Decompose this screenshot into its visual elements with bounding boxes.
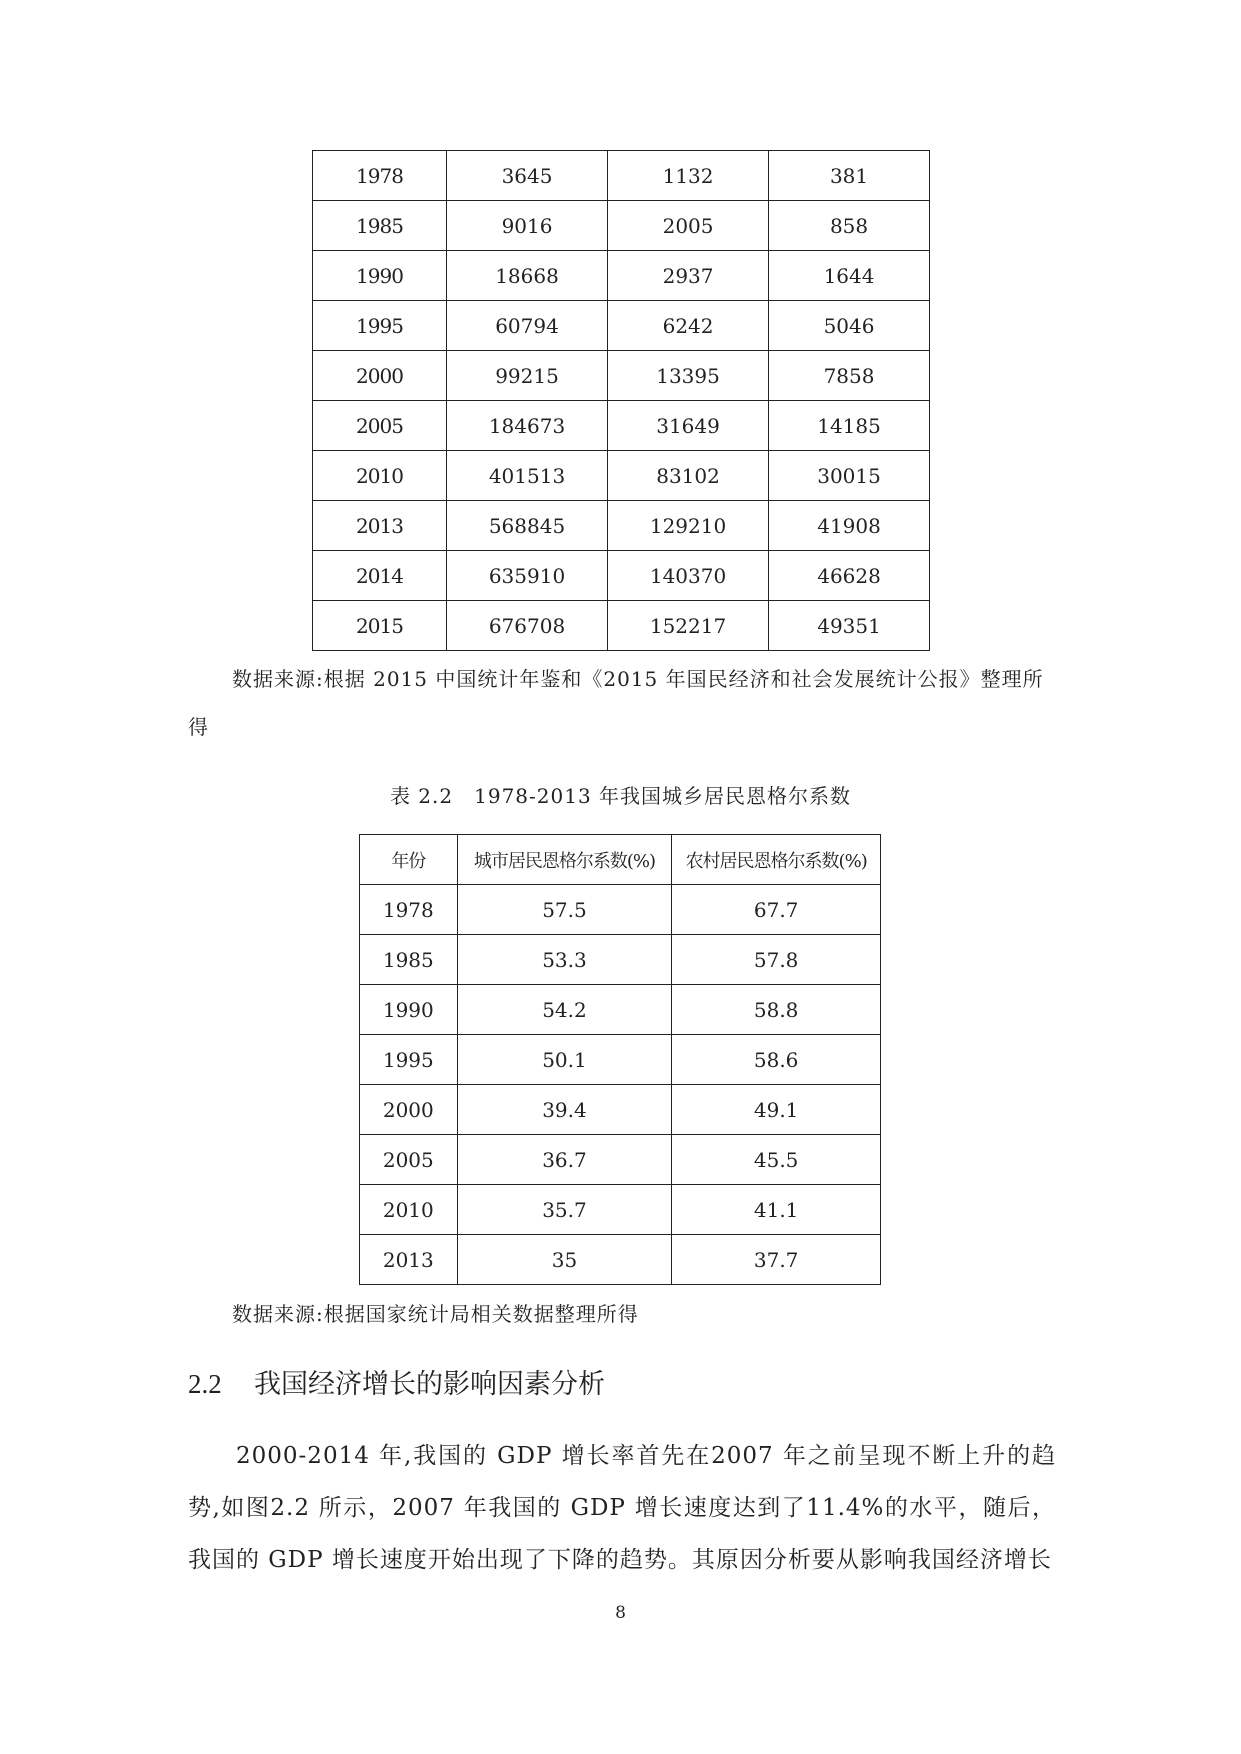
table-row xyxy=(360,985,881,1035)
engel-coefficient-table xyxy=(359,834,881,1285)
table-cell: 1995 xyxy=(313,301,447,351)
table-cell: 45.5 xyxy=(672,1135,881,1185)
table-cell: 1978 xyxy=(360,885,458,935)
table-cell: 140370 xyxy=(608,551,769,601)
table-cell: 129210 xyxy=(608,501,769,551)
table-cell: 5046 xyxy=(769,301,930,351)
table-cell: 58.8 xyxy=(672,985,881,1035)
body-paragraph: 2000-2014 年,我国的 GDP 增长率首先在2007 年之前呈现不断上升的趋势,如图2.2 所示，2007 年我国的 GDP 增长速度达到了11.4%的水平，随后，我国的 GDP 增长速度开始出现了下降的趋势。其原因分析要从影响我国经济增长 xyxy=(188,1443,1056,1573)
table-cell: 49351 xyxy=(769,601,930,651)
table2-source-note: 数据来源:根据国家统计局相关数据整理所得 xyxy=(232,1302,639,1326)
table-cell: 7858 xyxy=(769,351,930,401)
table-cell: 1990 xyxy=(360,985,458,1035)
table-cell: 3645 xyxy=(447,151,608,201)
table-cell: 2000 xyxy=(313,351,447,401)
table-cell: 31649 xyxy=(608,401,769,451)
table-cell: 83102 xyxy=(608,451,769,501)
table-cell: 2010 xyxy=(360,1185,458,1235)
table-cell: 401513 xyxy=(447,451,608,501)
table-cell: 37.7 xyxy=(672,1235,881,1285)
table-cell: 858 xyxy=(769,201,930,251)
table-cell: 41908 xyxy=(769,501,930,551)
table-cell: 39.4 xyxy=(457,1085,672,1135)
table-cell: 2013 xyxy=(360,1235,458,1285)
section-title: 我国经济增长的影响因素分析 xyxy=(254,1369,605,1400)
data-table-1 xyxy=(312,150,930,651)
table-row xyxy=(313,151,930,201)
table-cell: 381 xyxy=(769,151,930,201)
table-cell: 2005 xyxy=(608,201,769,251)
table-row xyxy=(313,501,930,551)
table-cell: 1132 xyxy=(608,151,769,201)
table-cell: 2013 xyxy=(313,501,447,551)
table-cell: 184673 xyxy=(447,401,608,451)
table-cell: 152217 xyxy=(608,601,769,651)
table-row xyxy=(360,1235,881,1285)
table-row xyxy=(360,1135,881,1185)
table-row xyxy=(313,351,930,401)
table-cell: 2000 xyxy=(360,1085,458,1135)
table-cell: 41.1 xyxy=(672,1185,881,1235)
table-cell: 1985 xyxy=(360,935,458,985)
table-cell: 35 xyxy=(457,1235,672,1285)
header-urban: 城市居民恩格尔系数(%) xyxy=(457,835,672,885)
page-number: 8 xyxy=(615,1603,626,1623)
section-heading xyxy=(188,1362,605,1401)
header-year: 年份 xyxy=(360,835,458,885)
table-cell: 60794 xyxy=(447,301,608,351)
table-cell: 18668 xyxy=(447,251,608,301)
table-row xyxy=(360,935,881,985)
table-cell: 13395 xyxy=(608,351,769,401)
table-cell: 35.7 xyxy=(457,1185,672,1235)
table-row xyxy=(313,301,930,351)
header-rural: 农村居民恩格尔系数(%) xyxy=(672,835,881,885)
table1-source-note: 数据来源:根据 2015 中国统计年鉴和《2015 年国民经济和社会发展统计公报》整理所得 xyxy=(188,667,1044,739)
table-cell: 1644 xyxy=(769,251,930,301)
table-cell: 49.1 xyxy=(672,1085,881,1135)
table-row xyxy=(360,1035,881,1085)
table-row xyxy=(313,551,930,601)
table-cell: 568845 xyxy=(447,501,608,551)
body-text xyxy=(188,1430,1056,1586)
table-row xyxy=(313,251,930,301)
table-cell: 2005 xyxy=(360,1135,458,1185)
table-cell: 57.8 xyxy=(672,935,881,985)
section-number: 2.2 xyxy=(188,1369,222,1399)
table-cell: 54.2 xyxy=(457,985,672,1035)
table-cell: 30015 xyxy=(769,451,930,501)
table-row xyxy=(313,201,930,251)
table-cell: 676708 xyxy=(447,601,608,651)
table-cell: 36.7 xyxy=(457,1135,672,1185)
table-cell: 1978 xyxy=(313,151,447,201)
table-cell: 50.1 xyxy=(457,1035,672,1085)
table-cell: 58.6 xyxy=(672,1035,881,1085)
table-cell: 1985 xyxy=(313,201,447,251)
table-cell: 67.7 xyxy=(672,885,881,935)
table-cell: 1995 xyxy=(360,1035,458,1085)
table-cell: 14185 xyxy=(769,401,930,451)
table-cell: 9016 xyxy=(447,201,608,251)
table-cell: 53.3 xyxy=(457,935,672,985)
table-cell: 2015 xyxy=(313,601,447,651)
table-cell: 2937 xyxy=(608,251,769,301)
table-cell: 99215 xyxy=(447,351,608,401)
table-row xyxy=(313,601,930,651)
table-cell: 1990 xyxy=(313,251,447,301)
table-cell: 635910 xyxy=(447,551,608,601)
table-cell: 2005 xyxy=(313,401,447,451)
table2-caption: 表 2.2 1978-2013 年我国城乡居民恩格尔系数 xyxy=(389,784,852,808)
table-cell: 2010 xyxy=(313,451,447,501)
table-row xyxy=(360,1185,881,1235)
table-header-row xyxy=(360,835,881,885)
table-cell: 46628 xyxy=(769,551,930,601)
table-cell: 57.5 xyxy=(457,885,672,935)
table-row xyxy=(360,885,881,935)
table-row xyxy=(313,401,930,451)
table-cell: 6242 xyxy=(608,301,769,351)
table-row xyxy=(313,451,930,501)
table-row xyxy=(360,1085,881,1135)
table-cell: 2014 xyxy=(313,551,447,601)
